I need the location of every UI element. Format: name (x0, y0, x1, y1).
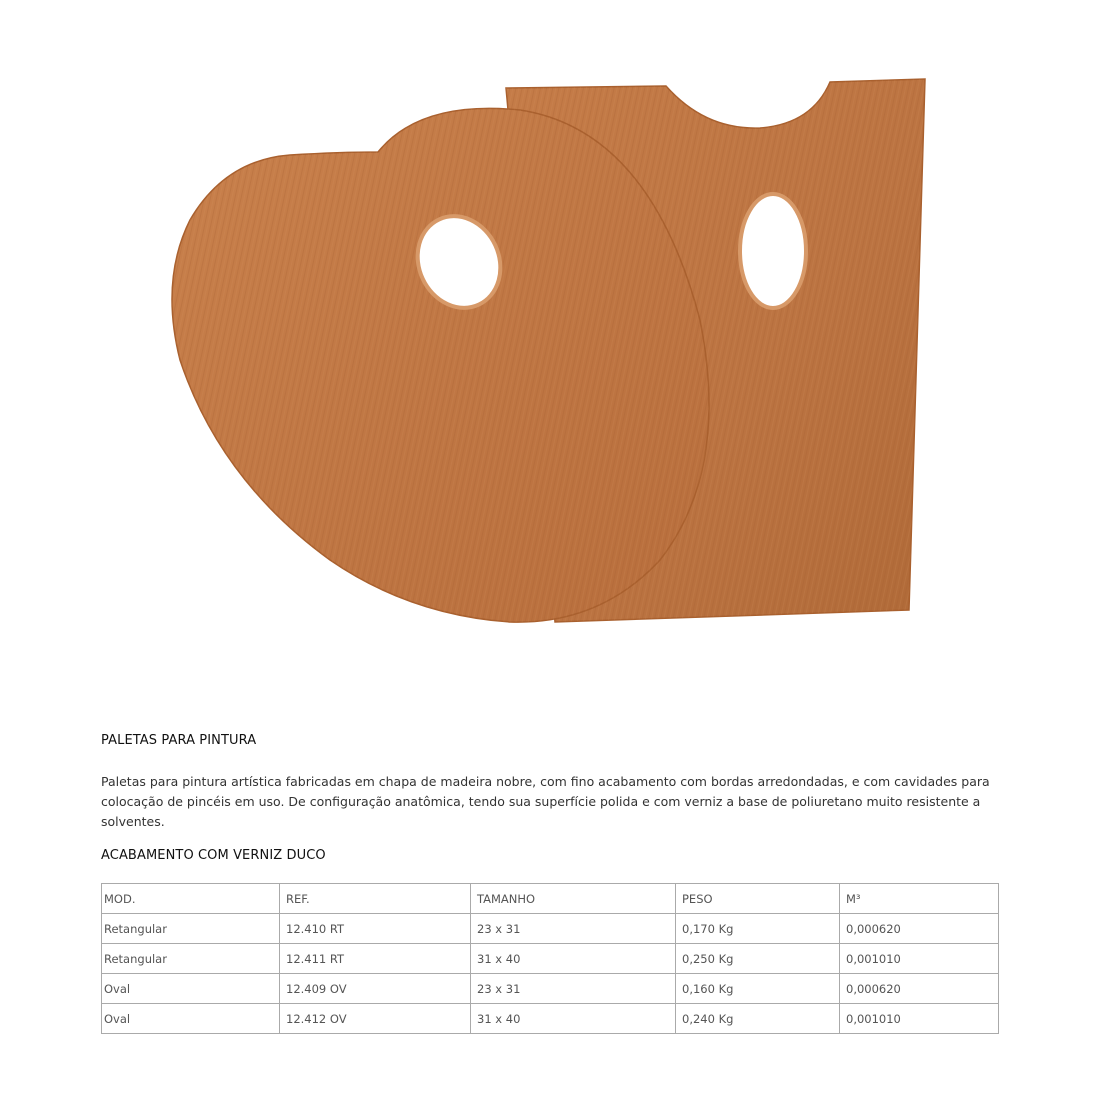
cell-ref: 12.411 RT (280, 944, 471, 974)
cell-m3: 0,001010 (840, 944, 999, 974)
column-header-tamanho: TAMANHO (471, 884, 676, 914)
product-info (101, 732, 1001, 1034)
cell-mod: Oval (102, 1004, 280, 1034)
cell-tamanho: 23 x 31 (471, 914, 676, 944)
cell-mod: Retangular (102, 914, 280, 944)
specs-table (101, 883, 999, 1034)
product-title: PALETAS PARA PINTURA (101, 733, 257, 748)
rectangular-palette-thumb-hole (740, 194, 806, 308)
product-description: Paletas para pintura artística fabricadas em chapa de madeira nobre, com fino acabamento com bordas arredondadas, e com cavidades para colocação de pincéis em uso. De configuração anatômica, tendo sua superfície polida e com verniz a base de poliuretano muito resistente a solventes. (101, 774, 990, 829)
cell-ref: 12.409 OV (280, 974, 471, 1004)
cell-mod: Oval (102, 974, 280, 1004)
table-row (102, 1004, 999, 1034)
cell-peso: 0,240 Kg (676, 1004, 840, 1034)
column-header-peso: PESO (676, 884, 840, 914)
table-header-row (102, 884, 999, 914)
cell-tamanho: 31 x 40 (471, 944, 676, 974)
cell-peso: 0,250 Kg (676, 944, 840, 974)
column-header-mod: MOD. (102, 884, 280, 914)
table-row (102, 944, 999, 974)
finish-subtitle: ACABAMENTO COM VERNIZ DUCO (101, 848, 326, 863)
cell-m3: 0,000620 (840, 914, 999, 944)
cell-tamanho: 31 x 40 (471, 1004, 676, 1034)
cell-ref: 12.410 RT (280, 914, 471, 944)
cell-peso: 0,170 Kg (676, 914, 840, 944)
cell-ref: 12.412 OV (280, 1004, 471, 1034)
cell-tamanho: 23 x 31 (471, 974, 676, 1004)
table-row (102, 914, 999, 944)
cell-mod: Retangular (102, 944, 280, 974)
table-row (102, 974, 999, 1004)
cell-m3: 0,000620 (840, 974, 999, 1004)
cell-m3: 0,001010 (840, 1004, 999, 1034)
column-header-m3: M³ (840, 884, 999, 914)
cell-peso: 0,160 Kg (676, 974, 840, 1004)
column-header-ref: REF. (280, 884, 471, 914)
